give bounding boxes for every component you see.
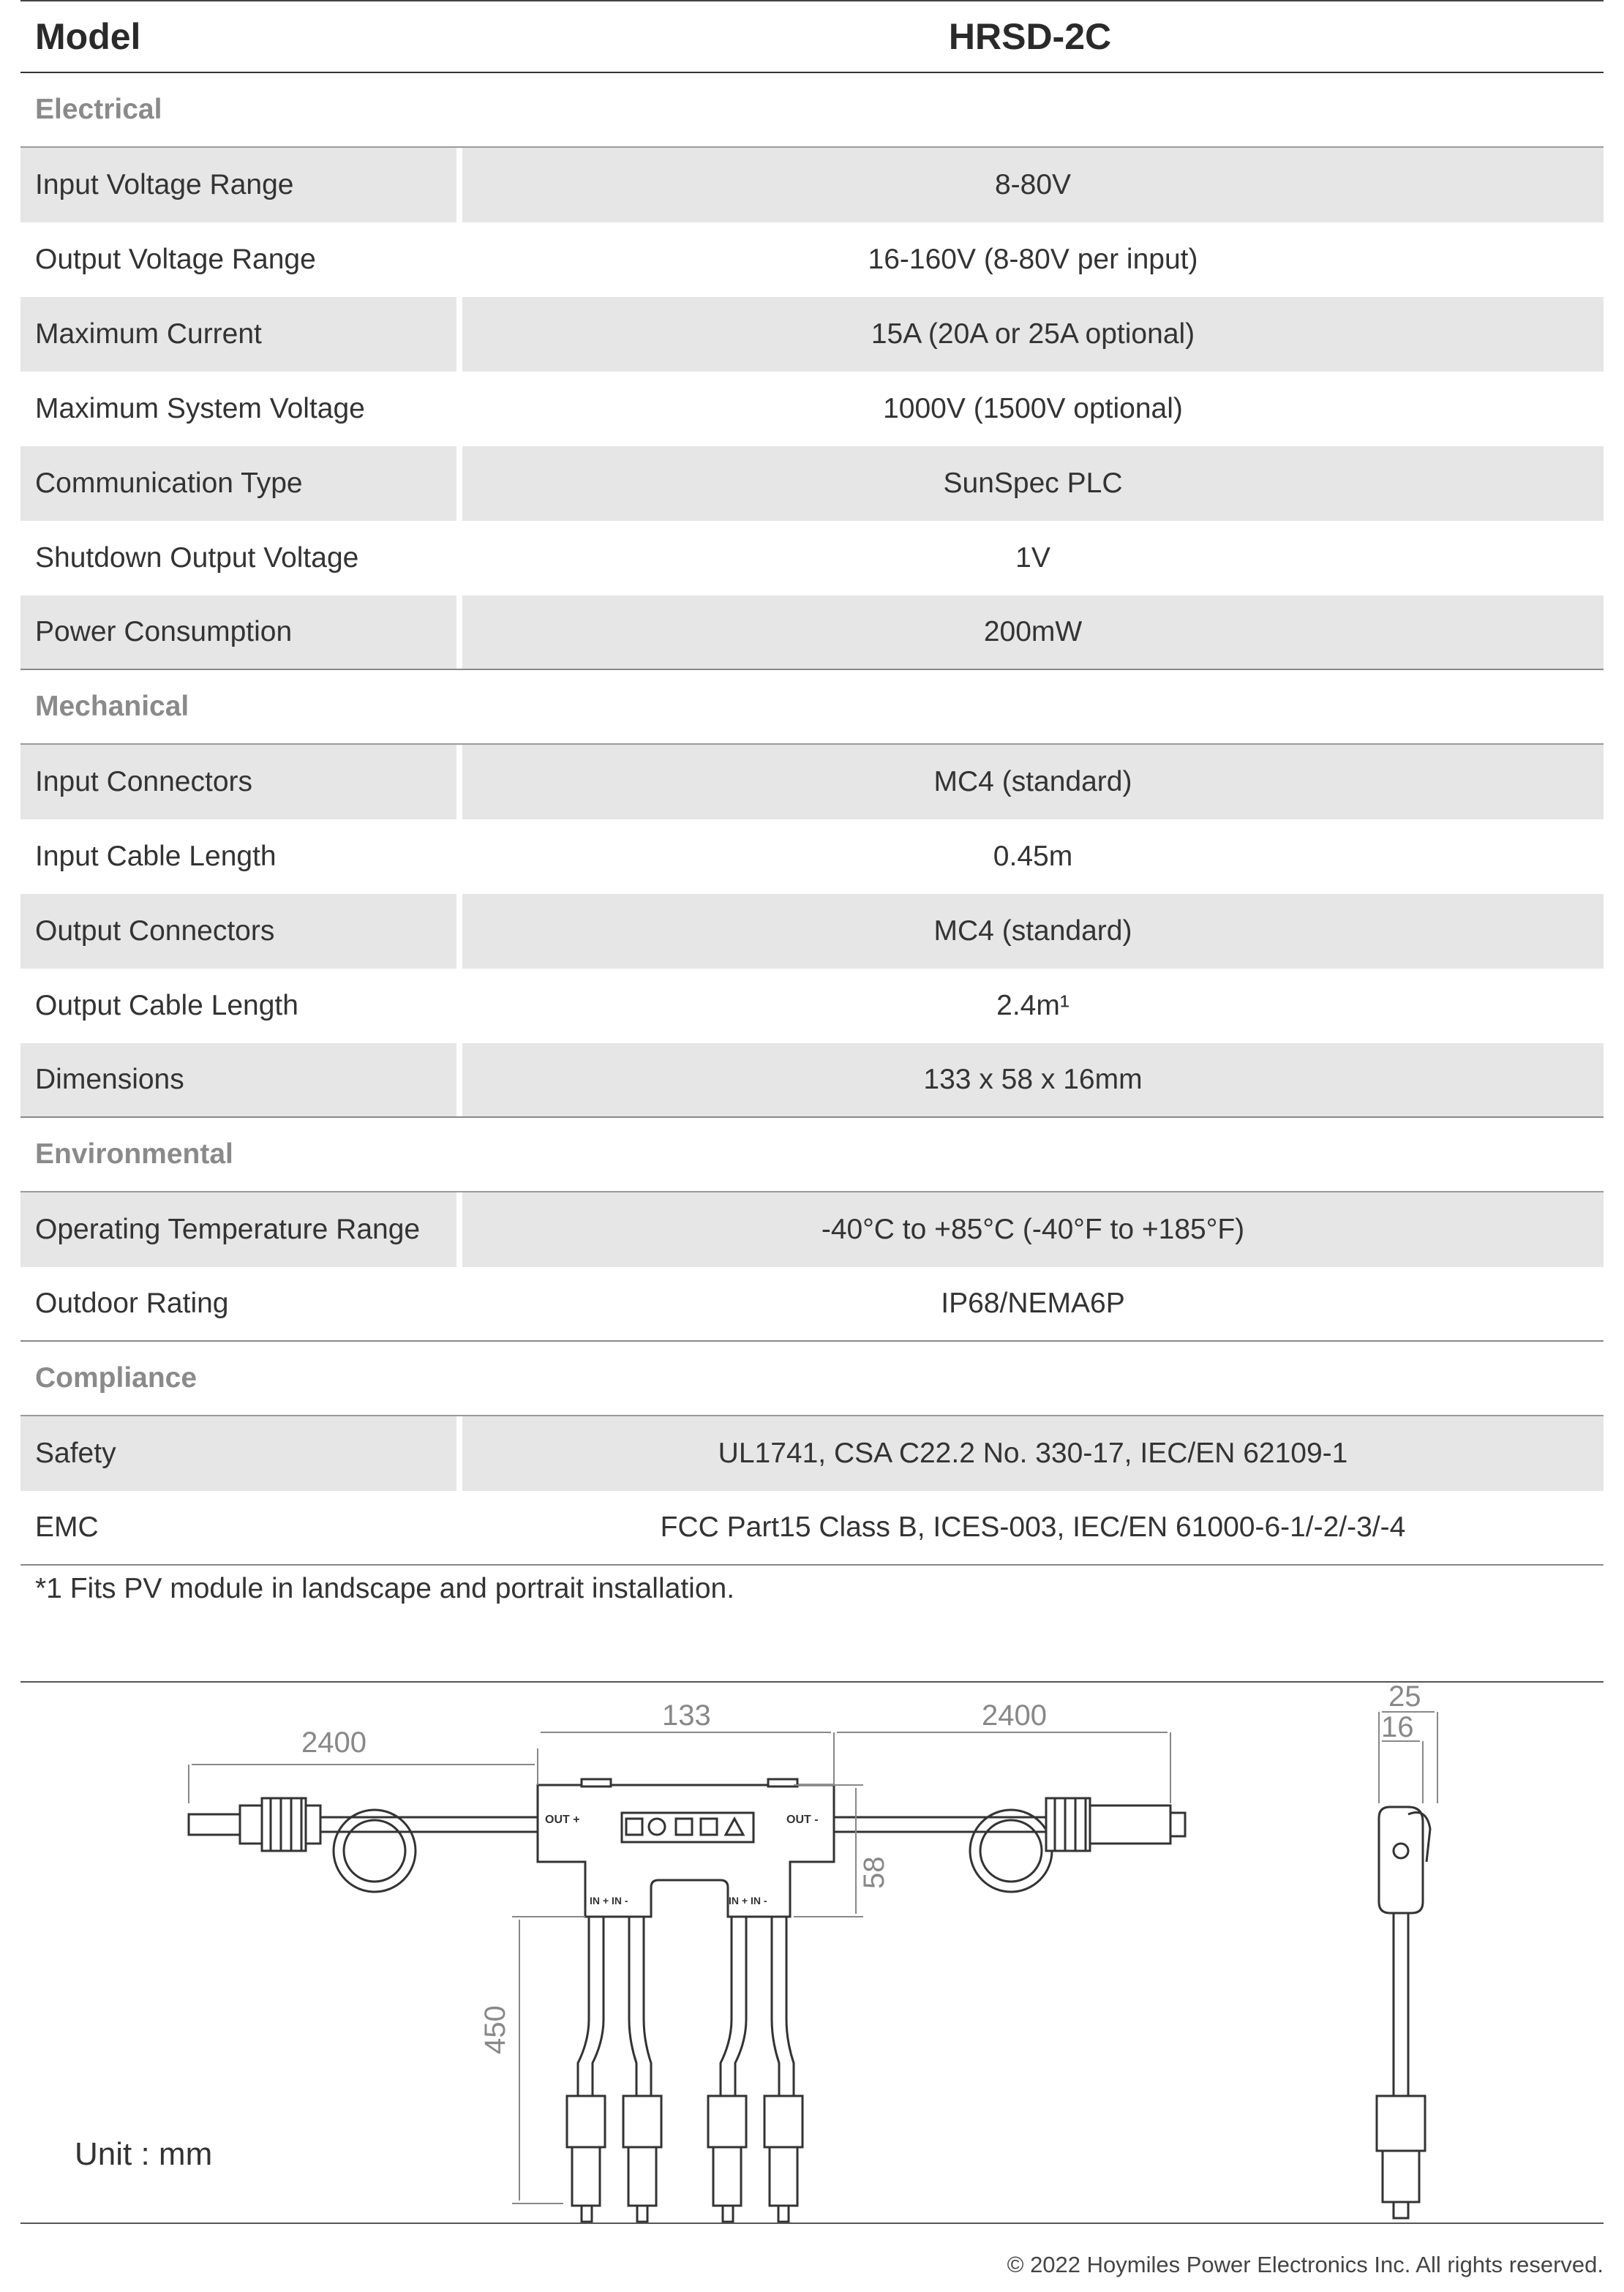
spec-value: 1V (1015, 542, 1050, 574)
spec-value: MC4 (standard) (462, 894, 1604, 969)
spec-row (20, 1416, 1604, 1491)
spec-row (20, 297, 1604, 372)
spec-value: UL1741, CSA C22.2 No. 330-17, IEC/EN 62109-1 (462, 1416, 1604, 1491)
spec-value: IP68/NEMA6P (941, 1288, 1125, 1319)
spec-label: Output Voltage Range (35, 244, 316, 275)
drawing-bottom-divider (20, 2223, 1604, 2224)
spec-value: 2.4m¹ (996, 990, 1069, 1021)
input-connectors (567, 2096, 802, 2222)
section-header: Electrical (20, 73, 1604, 148)
spec-value: 1000V (1500V optional) (883, 393, 1183, 424)
out-minus-label: OUT - (786, 1814, 819, 1826)
spec-label: Maximum System Voltage (35, 393, 365, 424)
dim-input-cable: 450 (479, 2005, 511, 2054)
spec-value: 15A (20A or 25A optional) (462, 297, 1604, 372)
spec-value: 8-80V (462, 148, 1604, 222)
spec-value: MC4 (standard) (462, 745, 1604, 819)
spec-row (20, 1267, 1604, 1342)
dim-width: 133 (662, 1699, 711, 1732)
section-header: Mechanical (20, 670, 1604, 745)
section-header: Compliance (20, 1342, 1604, 1416)
spec-value: SunSpec PLC (462, 446, 1604, 521)
spec-value: -40°C to +85°C (-40°F to +185°F) (462, 1192, 1604, 1267)
dim-left-cable: 2400 (301, 1726, 366, 1759)
spec-row (20, 894, 1604, 969)
spec-label: Maximum Current (20, 297, 456, 372)
left-cable-loop (334, 1810, 416, 1892)
spec-label: Input Cable Length (35, 841, 277, 872)
spec-row (20, 1491, 1604, 1566)
spec-label: Safety (20, 1416, 456, 1491)
spec-row (20, 446, 1604, 521)
left-output-connector (189, 1798, 320, 1851)
dim-height: 58 (858, 1856, 890, 1889)
spec-sections (20, 73, 1604, 1566)
right-cable-loop (970, 1810, 1052, 1892)
spec-label: Communication Type (20, 446, 456, 521)
spec-row (20, 1043, 1604, 1118)
spec-value: 200mW (462, 595, 1604, 669)
spec-value: FCC Part15 Class B, ICES-003, IEC/EN 61000-6-1/-2/-3/-4 (660, 1511, 1406, 1543)
spec-value: 16-160V (8-80V per input) (868, 244, 1198, 275)
spec-label: Dimensions (20, 1043, 456, 1116)
right-inputs-label: IN + IN - (729, 1895, 767, 1906)
input-cables (578, 1917, 794, 2096)
footnote: *1 Fits PV module in landscape and portrait installation. (35, 1573, 735, 1604)
spec-row (20, 819, 1604, 894)
model-header-row (20, 0, 1604, 73)
side-view (1377, 1807, 1430, 2218)
spec-row (20, 372, 1604, 446)
section-header: Environmental (20, 1118, 1604, 1192)
spec-label: Power Consumption (20, 595, 456, 669)
spec-table (20, 0, 1604, 1566)
spec-label: Output Connectors (20, 894, 456, 969)
unit-label: Unit : mm (75, 2136, 213, 2172)
spec-label: Input Connectors (20, 745, 456, 819)
spec-label: EMC (35, 1511, 99, 1543)
dimension-drawing (0, 1683, 1624, 2224)
spec-row (20, 1192, 1604, 1267)
spec-row (20, 148, 1604, 222)
right-output-connector (1046, 1798, 1185, 1851)
model-value: HRSD-2C (948, 16, 1112, 57)
spec-row (20, 745, 1604, 819)
dim-side-body: 16 (1381, 1711, 1414, 1743)
device-body (538, 1785, 834, 1917)
spec-label: Outdoor Rating (35, 1288, 229, 1319)
dim-right-cable: 2400 (982, 1699, 1047, 1732)
out-plus-label: OUT + (545, 1814, 580, 1826)
copyright: © 2022 Hoymiles Power Electronics Inc. All rights reserved. (1007, 2252, 1604, 2277)
spec-row (20, 595, 1604, 670)
spec-value: 0.45m (993, 841, 1073, 872)
left-inputs-label: IN + IN - (590, 1895, 628, 1906)
spec-label: Input Voltage Range (20, 148, 456, 222)
spec-label: Output Cable Length (35, 990, 298, 1021)
dim-side-total: 25 (1388, 1683, 1421, 1713)
spec-row (20, 969, 1604, 1043)
model-label: Model (35, 16, 141, 57)
spec-label: Operating Temperature Range (20, 1192, 456, 1267)
spec-label: Shutdown Output Voltage (35, 542, 359, 574)
spec-value: 133 x 58 x 16mm (462, 1043, 1604, 1116)
spec-row (20, 521, 1604, 595)
spec-row (20, 222, 1604, 297)
